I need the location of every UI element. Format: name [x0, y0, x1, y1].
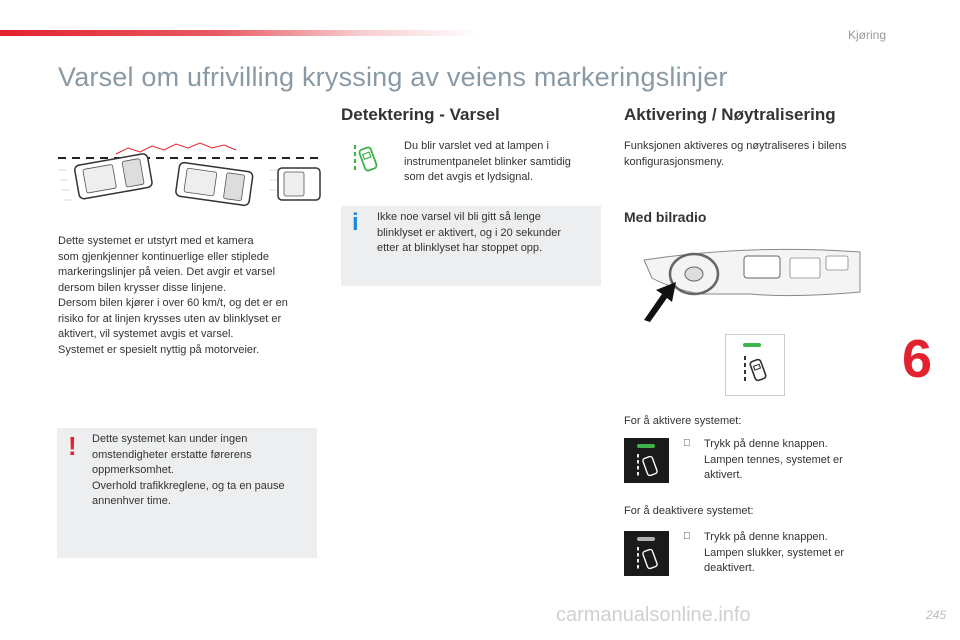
activate-button[interactable] [624, 438, 669, 483]
lane-departure-icon [634, 545, 660, 573]
chapter-label: Kjøring [847, 28, 886, 42]
lane-departure-icon [634, 452, 660, 480]
deactivate-label: For å deaktivere systemet: [624, 505, 754, 517]
lamp-on-indicator [637, 444, 655, 448]
deactivate-button[interactable] [624, 531, 669, 576]
header-accent-bar [0, 30, 480, 36]
alert-text: Du blir varslet ved at lampen i instrumentpanelet blinker samtidig som det avgis et lydsignal. [404, 140, 571, 183]
watermark: carmanualsonline.info [556, 604, 751, 626]
lane-assist-button-illustration [725, 334, 785, 396]
deactivate-text: Trykk på denne knappen. Lampen slukker, systemet er deaktivert. [704, 531, 845, 574]
detection-heading: Detektering - Varsel [341, 105, 500, 124]
lane-departure-warning-lamp-icon [350, 142, 382, 176]
lane-crossing-illustration [56, 140, 324, 208]
chapter-number: 6 [902, 329, 933, 389]
warning-text: Dette systemet kan under ingen omstendigheter erstatte førerens oppmerksomhet. Overhold trafikkreglene, og ta en pause annenhver time. [92, 433, 285, 507]
lamp-green-indicator [743, 343, 761, 347]
page-number: 245 [925, 608, 946, 622]
activate-label: For å aktivere systemet: [624, 415, 742, 427]
info-icon: i [352, 209, 359, 236]
bullet-icon [683, 531, 691, 542]
bullet-icon [683, 438, 691, 449]
lane-departure-icon [741, 353, 769, 387]
radio-subheading: Med bilradio [624, 209, 707, 225]
info-text: Ikke noe varsel vil bli gitt så lenge blinklyset er aktivert, og i 20 sekunder etter at blinklyset har stoppet opp. [377, 211, 562, 254]
activate-text: Trykk på denne knappen. Lampen tennes, systemet er aktivert. [704, 438, 843, 481]
description-text: Dette systemet er utstyrt med et kamera som gjenkjenner kontinuerlige eller stiplede markeringslinjer på veien. Det avgir et varsel dersom bilen krysser disse linjene. Dersom bilen kjører i over 60 km/t, og det er en risiko for at linjen krysses uten av blinklyset er aktivert, vil systemet avgis et varsel. Systemet er spesielt nyttig på motorveier. [58, 235, 288, 356]
activation-intro: Funksjonen aktiveres og nøytraliseres i bilens konfigurasjonsmeny. [624, 140, 847, 168]
page-title: Varsel om ufrivilling kryssing av veiens markeringslinjer [58, 62, 728, 92]
activation-heading: Aktivering / Nøytralisering [624, 105, 836, 124]
warning-icon: ! [68, 431, 77, 461]
lamp-off-indicator [637, 537, 655, 541]
dashboard-illustration [640, 238, 864, 322]
